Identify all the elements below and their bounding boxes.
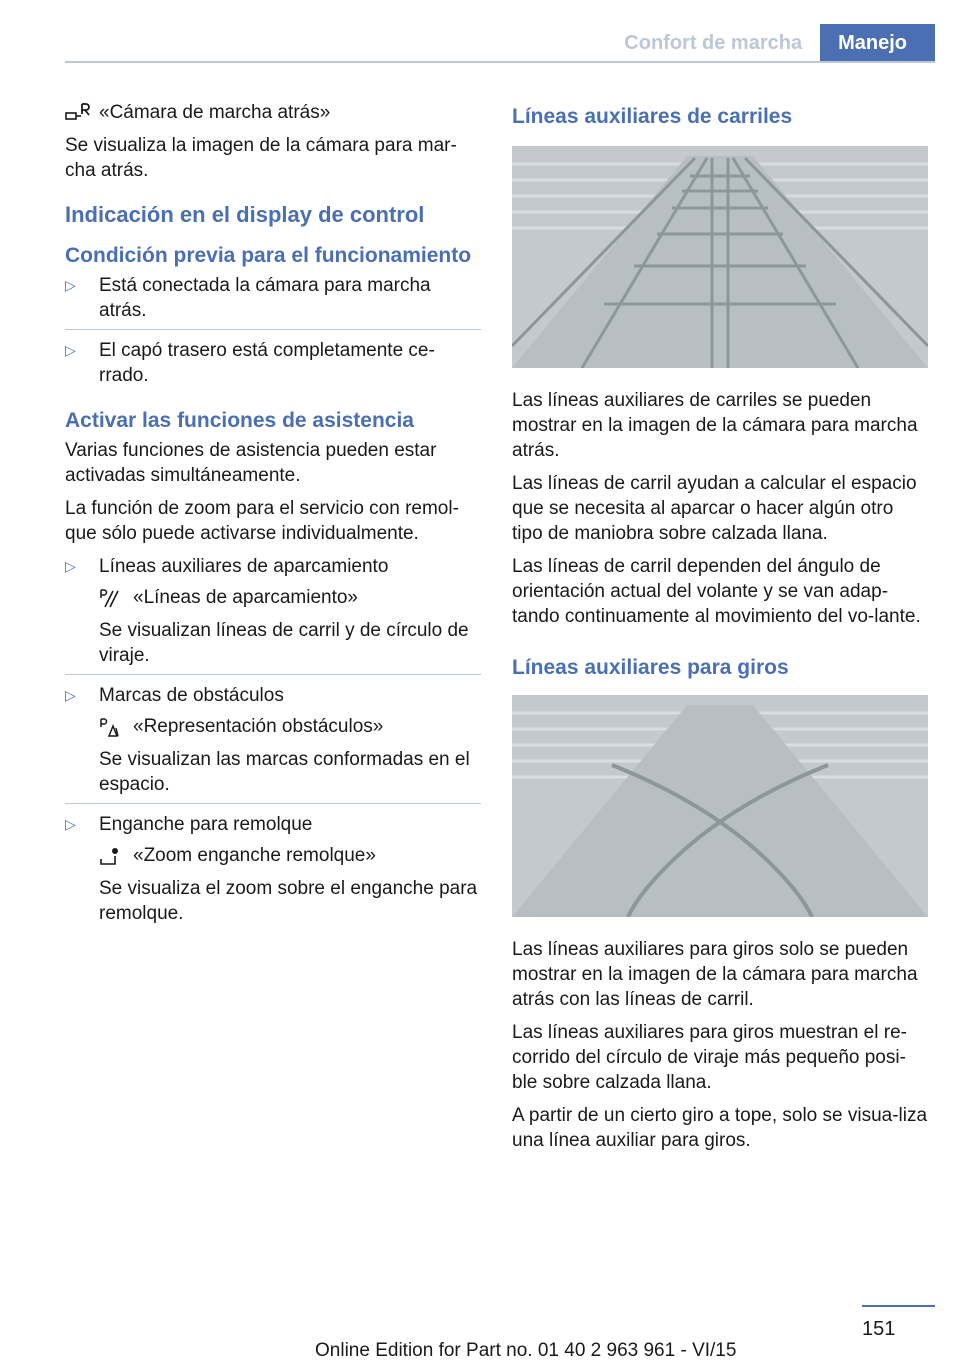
turn-lines-illustration <box>512 695 928 917</box>
heading-display: Indicación en el display de control <box>65 202 425 227</box>
turns-paragraph-3: A partir de un cierto giro a tope, solo se visua-liza una línea auxiliar para giros. <box>512 1105 928 1151</box>
function-title: Enganche para remolque <box>99 814 313 835</box>
precondition-text: Está conectada la cámara para marcha atrás. <box>99 275 431 321</box>
function-option[interactable] <box>99 843 481 868</box>
function-description: Se visualizan las marcas conformadas en el espacio. <box>99 749 470 795</box>
precondition-text: El capó trasero está completamente ce-rrado. <box>99 340 435 386</box>
lanes-paragraph-3: Las líneas de carril dependen del ángulo de orientación actual del volante y se van adap-tando continuamente al movimiento del vo-lante. <box>512 556 921 627</box>
list-item <box>65 812 481 932</box>
precondition-list <box>65 273 481 394</box>
heading-activate: Activar las funciones de asistencia <box>65 409 414 432</box>
lane-lines-illustration <box>512 146 928 368</box>
obstacle-marks-icon <box>99 716 125 738</box>
left-column <box>65 100 481 940</box>
function-description: Se visualiza el zoom sobre el enganche para remolque. <box>99 878 478 924</box>
triangle-bullet-icon: ▷ <box>65 277 76 293</box>
camera-line <box>65 100 481 125</box>
function-option[interactable] <box>99 714 481 739</box>
right-column <box>512 100 928 1161</box>
function-title: Líneas auxiliares de aparcamiento <box>99 556 389 577</box>
page-number-rule <box>862 1305 935 1307</box>
footer-edition: Online Edition for Part no. 01 40 2 963 961 - VI/15 <box>315 1340 737 1361</box>
activate-paragraph-2: La función de zoom para el servicio con remol-que sólo puede activarse individualmente. <box>65 498 459 544</box>
camera-description: Se visualiza la imagen de la cámara para mar-cha atrás. <box>65 135 457 181</box>
trailer-hitch-icon <box>99 845 125 867</box>
header-rule <box>65 61 935 63</box>
lane-lines-image <box>512 146 928 368</box>
function-description: Se visualizan líneas de carril y de círculo de viraje. <box>99 620 469 666</box>
rear-camera-icon <box>65 102 91 124</box>
turn-lines-image <box>512 695 928 917</box>
triangle-bullet-icon: ▷ <box>65 687 76 703</box>
function-title: Marcas de obstáculos <box>99 685 284 706</box>
triangle-bullet-icon: ▷ <box>65 342 76 358</box>
function-label: «Zoom enganche remolque» <box>133 845 376 866</box>
function-list <box>65 554 481 932</box>
function-option[interactable] <box>99 585 481 610</box>
list-item <box>65 683 481 804</box>
turns-paragraph-1: Las líneas auxiliares para giros solo se pueden mostrar en la imagen de la cámara para marcha atrás con las líneas de carril. <box>512 939 918 1010</box>
page-number: 151 <box>862 1318 896 1340</box>
header-tabs <box>604 24 935 62</box>
activate-paragraph-1: Varias funciones de asistencia pueden estar activadas simultáneamente. <box>65 440 437 486</box>
triangle-bullet-icon: ▷ <box>65 816 76 832</box>
list-item <box>65 338 481 394</box>
parking-lines-icon <box>99 587 125 609</box>
header-chapter-tab[interactable]: Manejo <box>820 24 935 62</box>
function-label: «Representación obstáculos» <box>133 716 384 737</box>
lanes-paragraph-2: Las líneas de carril ayudan a calcular el espacio que se necesita al aparcar o hacer algún otro tipo de maniobra sobre calzada llana. <box>512 473 917 544</box>
triangle-bullet-icon: ▷ <box>65 558 76 574</box>
heading-lanes: Líneas auxiliares de carriles <box>512 105 793 128</box>
heading-precondition: Condición previa para el funcionamiento <box>65 244 472 267</box>
list-item <box>65 273 481 330</box>
turns-paragraph-2: Las líneas auxiliares para giros muestran el re-corrido del círculo de viraje más pequeño posi-ble sobre calzada llana. <box>512 1022 907 1093</box>
heading-turns: Líneas auxiliares para giros <box>512 656 789 679</box>
lanes-paragraph-1: Las líneas auxiliares de carriles se pueden mostrar en la imagen de la cámara para marcha atrás. <box>512 390 918 461</box>
function-label: «Líneas de aparcamiento» <box>133 587 358 608</box>
header-section-tab[interactable]: Confort de marcha <box>624 32 803 54</box>
camera-label: «Cámara de marcha atrás» <box>99 102 331 123</box>
list-item <box>65 554 481 675</box>
